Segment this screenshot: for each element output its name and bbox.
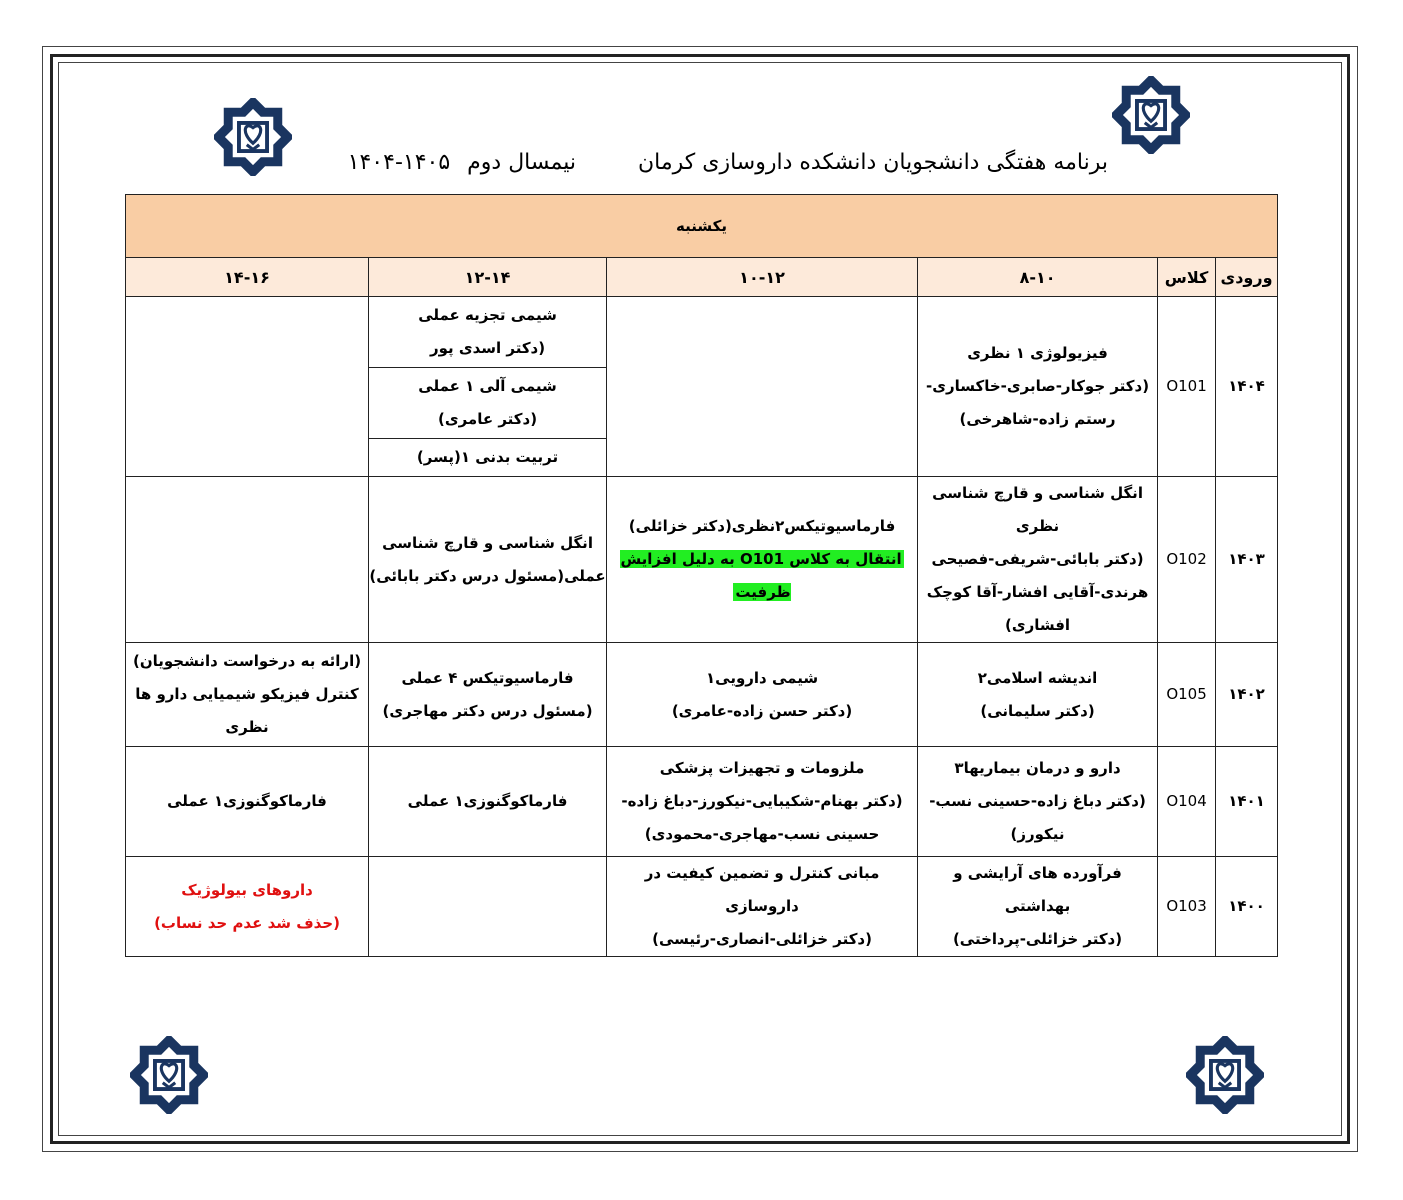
course-cell bbox=[918, 857, 1158, 957]
cancellation-note: (حذف شد عدم حد نساب) bbox=[154, 913, 340, 932]
course-cell bbox=[607, 643, 918, 747]
column-header-row bbox=[126, 258, 1278, 297]
university-emblem-icon bbox=[130, 1036, 208, 1114]
course-line: (ارائه به درخواست دانشجویان) bbox=[132, 652, 362, 670]
university-emblem-icon bbox=[214, 98, 292, 176]
course-line: (دکتر بهنام-شکیبایی-نیکورز-دباغ زاده- bbox=[621, 792, 903, 810]
course-line: ملزومات و تجهیزات پزشکی bbox=[659, 759, 865, 777]
course-line: شیمی تجزیه عملی bbox=[418, 306, 557, 324]
table-row bbox=[126, 747, 1278, 857]
course-line: فرآورده های آرایشی و بهداشتی bbox=[953, 864, 1122, 915]
course-line: (دکتر جوکار-صابری-خاکساری- bbox=[925, 377, 1150, 395]
classroom: O105 bbox=[1158, 643, 1216, 747]
semester-years: ۱۴۰۵-۱۴۰۴ bbox=[347, 150, 451, 175]
course-cell bbox=[607, 477, 918, 643]
course-line: فارماسیوتیکس ۴ عملی bbox=[401, 668, 574, 687]
course-cell-empty bbox=[607, 297, 918, 477]
course-cell bbox=[607, 747, 918, 857]
classroom: O102 bbox=[1158, 477, 1216, 643]
entry-year: ۱۴۰۴ bbox=[1216, 297, 1278, 477]
course-cell bbox=[918, 747, 1158, 857]
column-header-slot-8-10: ۸-۱۰ bbox=[918, 258, 1158, 297]
column-header-class: کلاس bbox=[1158, 258, 1216, 297]
course-line: (دکتر عامری) bbox=[438, 410, 538, 428]
course-line: کنترل فیزیکو شیمیایی دارو ها bbox=[135, 685, 359, 703]
course-line: دارو و درمان بیماریها۳ bbox=[954, 759, 1121, 777]
table-row bbox=[126, 643, 1278, 747]
entry-year: ۱۴۰۰ bbox=[1216, 857, 1278, 957]
course-line: (دکتر خزائلی-انصاری-رئیسی) bbox=[652, 930, 872, 948]
course-cell bbox=[126, 857, 369, 957]
course-line: افشاری) bbox=[1004, 616, 1071, 634]
course-cell bbox=[126, 747, 369, 857]
course-line: عملی(مسئول درس دکتر بابائی) bbox=[369, 566, 606, 585]
course-line: هرندی-آقایی افشار-آقا کوچک bbox=[926, 583, 1149, 601]
course-cell bbox=[369, 643, 607, 747]
semester-name: نیمسال دوم bbox=[467, 150, 576, 175]
course-line: رستم زاده-شاهرخی) bbox=[959, 410, 1116, 428]
entry-year: ۱۴۰۳ bbox=[1216, 477, 1278, 643]
course-line: فارماکوگنوزی۱ عملی bbox=[407, 792, 568, 810]
course-line: نظری bbox=[225, 718, 269, 736]
column-header-year: ورودی bbox=[1216, 258, 1278, 297]
course-line: (دکتر بابائی-شریفی-فصیحی bbox=[931, 550, 1144, 568]
course-line: (دکتر دباغ زاده-حسینی نسب- bbox=[929, 792, 1146, 810]
university-emblem-icon bbox=[1112, 76, 1190, 154]
course-cell-empty bbox=[126, 297, 369, 477]
schedule-title: برنامه هفتگی دانشجویان دانشکده داروسازی کرمان bbox=[638, 150, 1108, 175]
table-row bbox=[126, 477, 1278, 643]
course-cell-split bbox=[369, 297, 607, 477]
course-cell bbox=[918, 297, 1158, 477]
semester-label bbox=[346, 150, 576, 175]
table-row bbox=[126, 297, 1278, 477]
course-line: انگل شناسی و قارچ شناسی نظری bbox=[932, 484, 1143, 535]
column-header-slot-14-16: ۱۴-۱۶ bbox=[126, 258, 369, 297]
classroom: O103 bbox=[1158, 857, 1216, 957]
course-line: تربیت بدنی ۱(پسر) bbox=[416, 448, 559, 466]
course-line: اندیشه اسلامی۲ bbox=[977, 668, 1098, 687]
course-line bbox=[607, 543, 917, 609]
course-line: (دکتر سلیمانی) bbox=[980, 701, 1095, 720]
column-header-slot-10-12: ۱۰-۱۲ bbox=[607, 258, 918, 297]
course-line: شیمی آلی ۱ عملی bbox=[418, 377, 557, 395]
course-line: فارماسیوتیکس۲نظری(دکتر خزائلی) bbox=[628, 517, 896, 535]
course-line: نیکورز) bbox=[1010, 825, 1065, 843]
course-cell bbox=[126, 643, 369, 747]
course-cell bbox=[369, 747, 607, 857]
entry-year: ۱۴۰۱ bbox=[1216, 747, 1278, 857]
course-cell bbox=[918, 643, 1158, 747]
course-cell-empty bbox=[126, 477, 369, 643]
course-cell-empty bbox=[369, 857, 607, 957]
day-heading: یکشنبه bbox=[126, 195, 1278, 258]
sub-course bbox=[369, 368, 606, 439]
course-line: فیزیولوژی ۱ نظری bbox=[967, 344, 1108, 362]
entry-year: ۱۴۰۲ bbox=[1216, 643, 1278, 747]
course-line: شیمی دارویی۱ bbox=[705, 668, 819, 687]
course-line: (دکتر خزائلی-پرداختی) bbox=[952, 930, 1123, 948]
course-cell bbox=[918, 477, 1158, 643]
sub-course bbox=[369, 439, 606, 476]
university-emblem-icon bbox=[1186, 1036, 1264, 1114]
course-line: (دکتر حسن زاده-عامری) bbox=[671, 701, 853, 720]
column-header-slot-12-14: ۱۲-۱۴ bbox=[369, 258, 607, 297]
course-line: فارماکوگنوزی۱ عملی bbox=[167, 792, 327, 810]
course-cell bbox=[607, 857, 918, 957]
schedule-table bbox=[125, 194, 1278, 957]
course-line: حسینی نسب-مهاجری-محمودی) bbox=[644, 825, 880, 843]
course-line: (دکتر اسدی پور bbox=[429, 339, 546, 357]
cancelled-course: داروهای بیولوژیک bbox=[181, 880, 313, 899]
classroom: O104 bbox=[1158, 747, 1216, 857]
table-row bbox=[126, 857, 1278, 957]
room-change-notice: انتقال به کلاس O101 به دلیل افزایش ظرفیت bbox=[620, 550, 902, 601]
sub-course bbox=[369, 297, 606, 368]
course-line: (مسئول درس دکتر مهاجری) bbox=[382, 701, 593, 720]
course-line: مبانی کنترل و تضمین کیفیت در داروسازی bbox=[644, 864, 880, 915]
course-line: انگل شناسی و قارچ شناسی bbox=[382, 533, 593, 552]
classroom: O101 bbox=[1158, 297, 1216, 477]
course-cell bbox=[369, 477, 607, 643]
